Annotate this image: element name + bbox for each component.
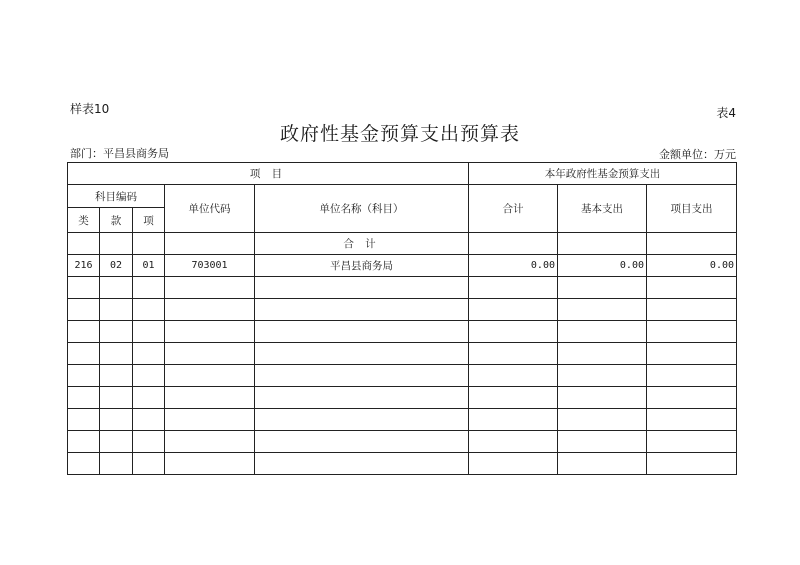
empty-row (68, 343, 737, 365)
empty-row (68, 431, 737, 453)
section-header: 款 (100, 208, 133, 233)
form-number: 样表10 (70, 102, 110, 116)
table-number: 表4 (716, 106, 736, 120)
row-section: 02 (100, 255, 133, 277)
basic-expenditure-header: 基本支出 (558, 185, 647, 233)
row-class: 216 (68, 255, 100, 277)
total-row-label: 合 计 (255, 233, 469, 255)
total-row (68, 233, 737, 255)
table-row (68, 255, 737, 277)
empty-row (68, 387, 737, 409)
expenditure-group-header: 本年政府性基金预算支出 (469, 163, 737, 185)
empty-row (68, 321, 737, 343)
unit-name-header: 单位名称（科目） (255, 185, 469, 233)
row-item: 01 (133, 255, 165, 277)
empty-row (68, 453, 737, 475)
department-label: 部门：平昌县商务局 (70, 147, 169, 160)
group-header-row (68, 163, 737, 185)
unit-code-header: 单位代码 (165, 185, 255, 233)
project-expenditure-header: 项目支出 (647, 185, 737, 233)
subject-code-header: 科目编码 (68, 185, 165, 208)
project-group-header: 项 目 (68, 163, 469, 185)
row-basic: 0.00 (558, 255, 647, 277)
row-total: 0.00 (469, 255, 558, 277)
budget-table (67, 162, 737, 475)
class-header: 类 (68, 208, 100, 233)
empty-row (68, 299, 737, 321)
empty-row (68, 277, 737, 299)
page-title: 政府性基金预算支出预算表 (279, 123, 520, 145)
header-row-1 (68, 185, 737, 208)
row-project: 0.00 (647, 255, 737, 277)
row-unit-name: 平昌县商务局 (255, 255, 469, 277)
total-header: 合计 (469, 185, 558, 233)
amount-unit-label: 金额单位：万元 (659, 148, 736, 161)
row-unit-code: 703001 (165, 255, 255, 277)
empty-row (68, 409, 737, 431)
item-header: 项 (133, 208, 165, 233)
empty-row (68, 365, 737, 387)
